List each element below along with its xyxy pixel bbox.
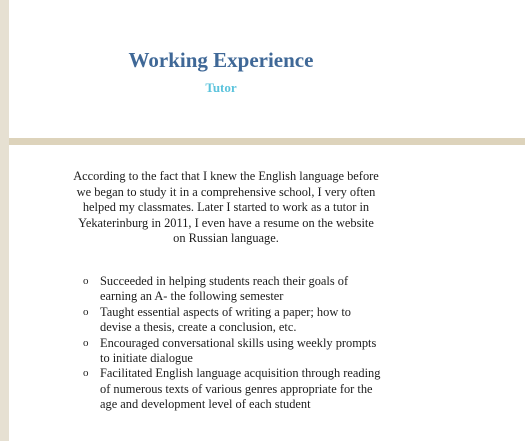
circle-bullet-icon: o — [83, 367, 89, 380]
circle-bullet-icon: o — [83, 275, 89, 287]
list-item — [81, 366, 381, 412]
list-item-text: Taught essential aspects of writing a paper; how to devise a thesis, create a conclusion, etc. — [100, 304, 352, 335]
page-title: Working Experience — [128, 48, 314, 72]
list-item — [81, 274, 381, 305]
left-edge-strip — [0, 0, 9, 441]
circle-bullet-icon: o — [83, 305, 89, 318]
header-section — [9, 0, 525, 138]
intro-paragraph: According to the fact that I knew the English language before we began to study it in a comprehensive school, I very often helped my classmates. Later I started to work as a tutor in Yekaterinburg in 2011, I even have a resume on the website on Russian language. — [73, 169, 379, 246]
list-item-text: Facilitated English language acquisition through reading of numerous texts of various genres appropriate for the age and development level of each student — [100, 366, 381, 412]
list-item — [81, 305, 381, 336]
list-item — [81, 336, 381, 367]
section-divider — [9, 138, 525, 145]
list-item-text: Encouraged conversational skills using weekly prompts to initiate dialogue — [100, 335, 377, 366]
content-section — [9, 145, 525, 441]
experience-list — [81, 274, 381, 413]
list-item-text: Succeeded in helping students reach their goals of earning an A- the following semester — [100, 274, 349, 304]
page-subtitle: Tutor — [205, 80, 237, 95]
circle-bullet-icon: o — [83, 336, 89, 349]
